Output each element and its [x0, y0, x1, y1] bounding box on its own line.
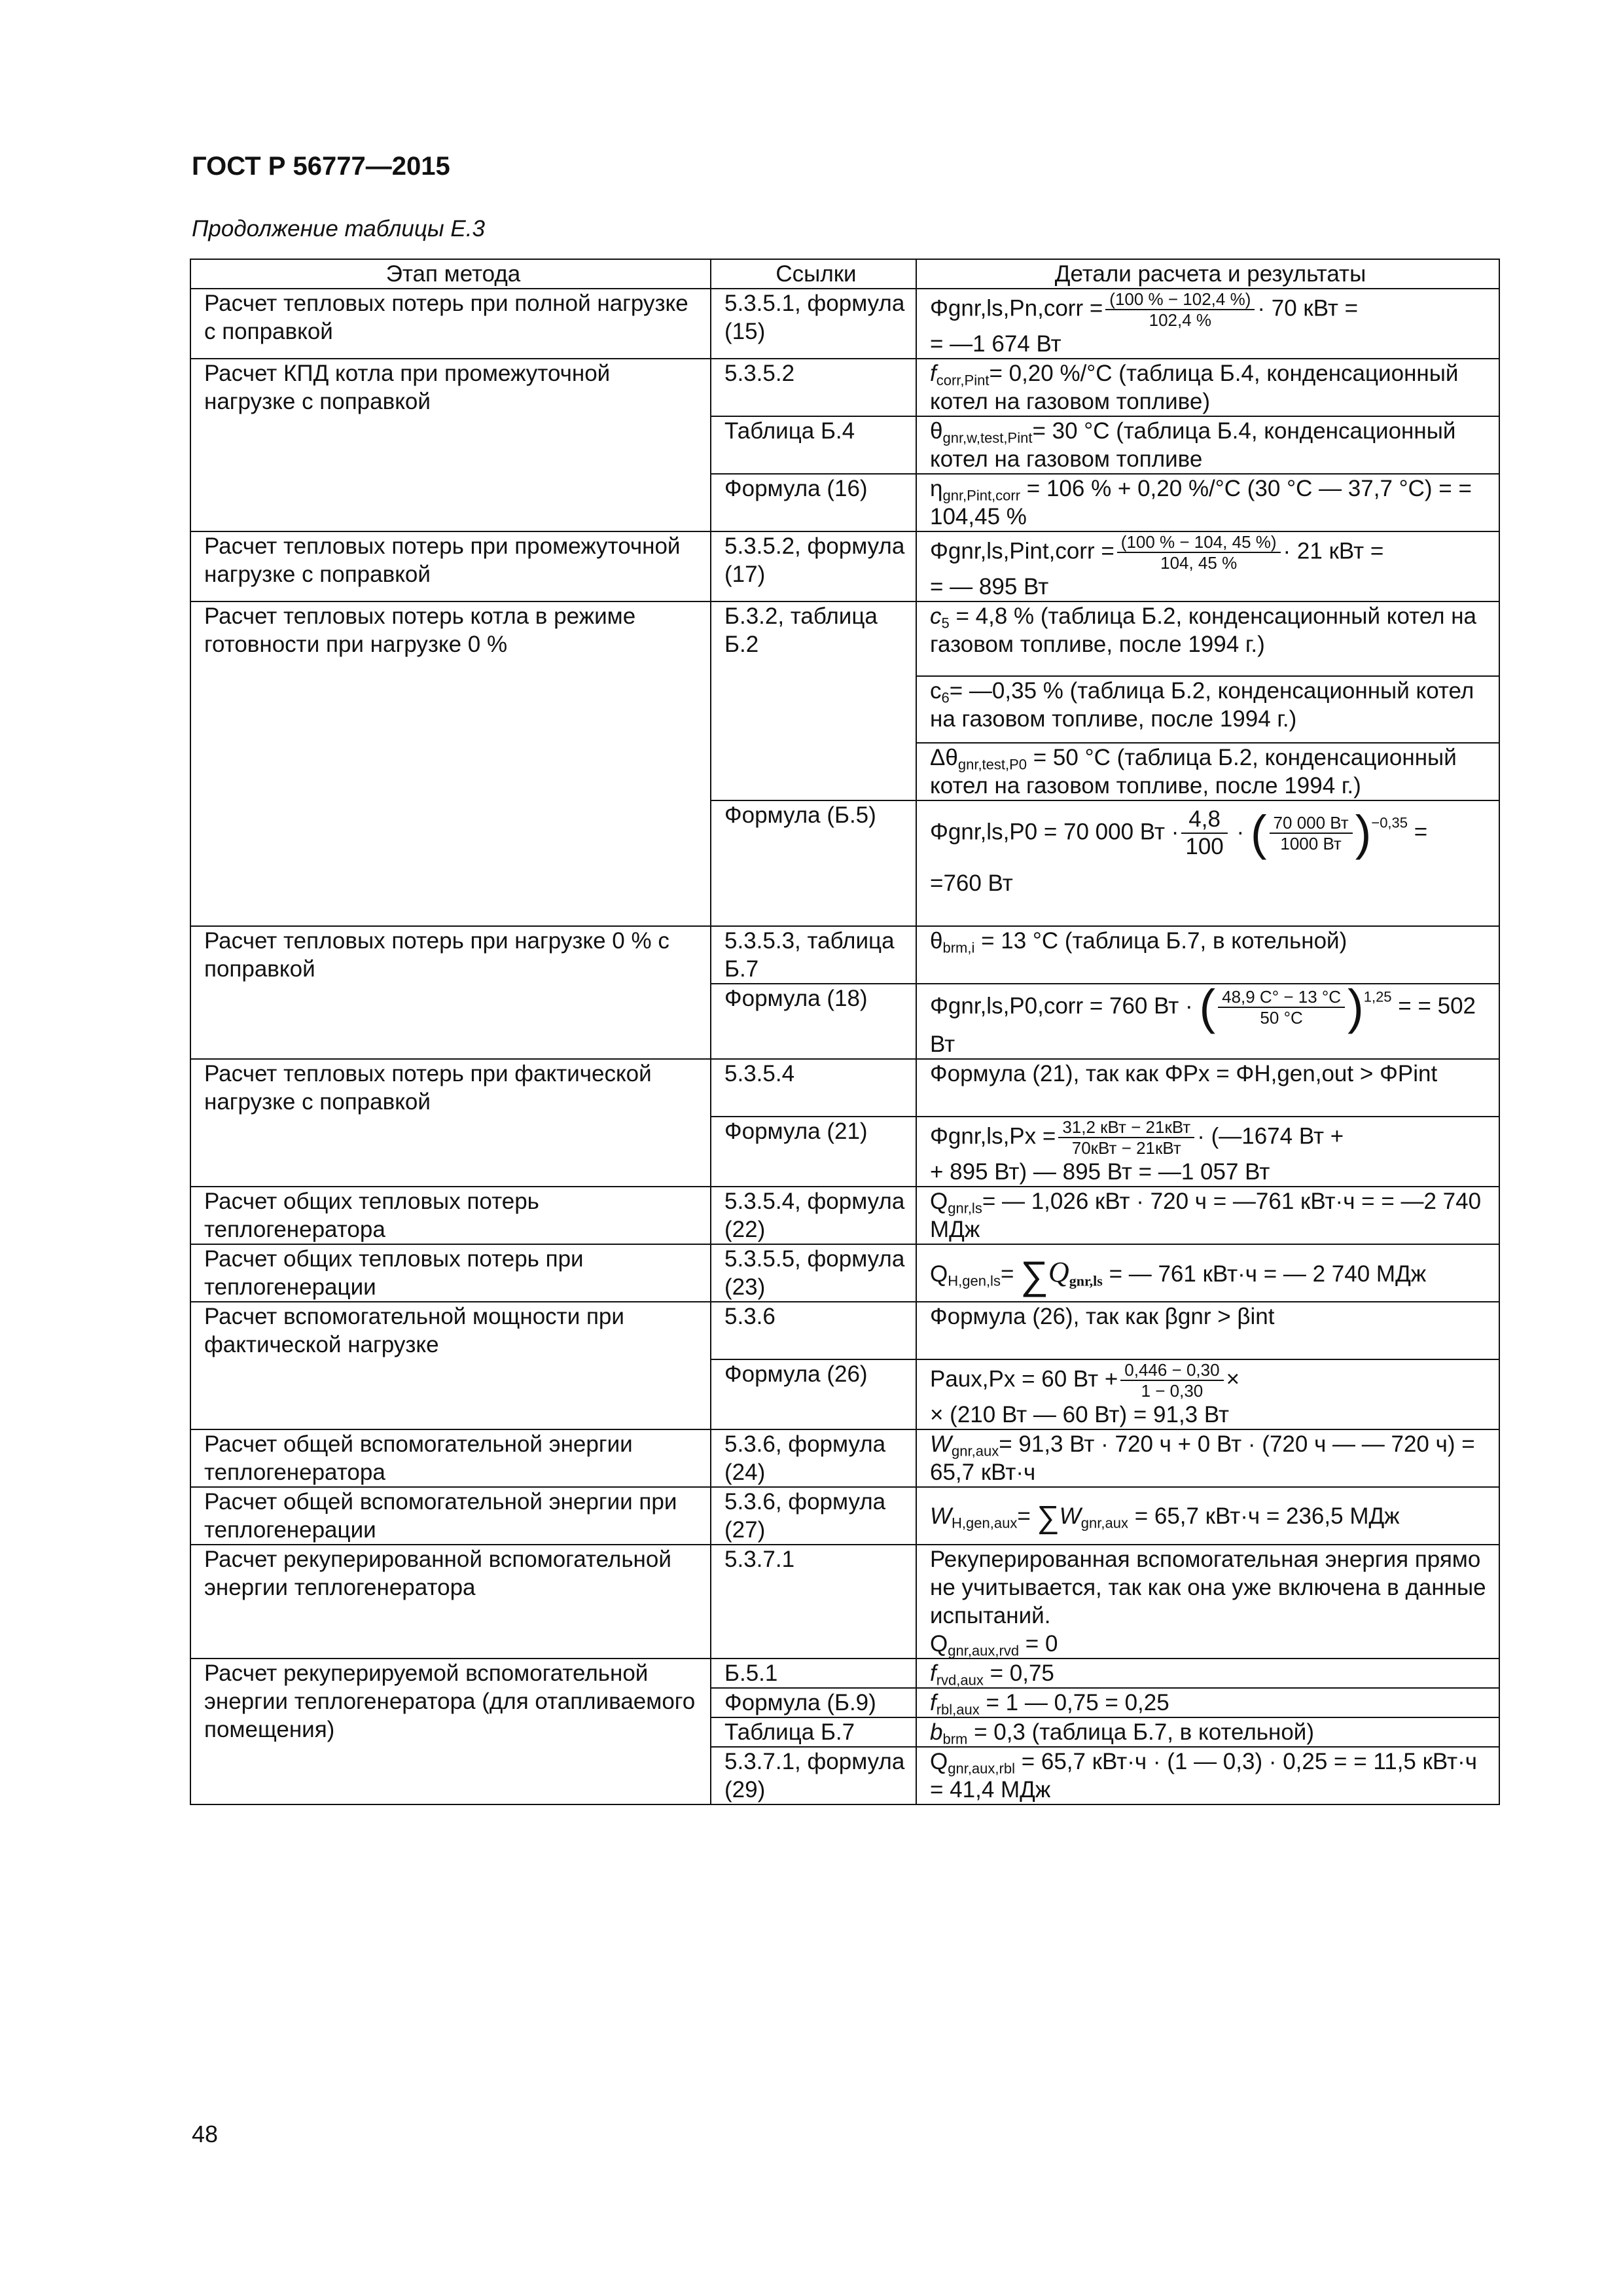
- details-text: = 91,3 Вт · 720 ч + 0 Вт · (720 ч — — 720 ч) = 65,7 кВт·ч: [930, 1431, 1475, 1485]
- reference-cell: 5.3.7.1: [711, 1545, 916, 1659]
- subscript: gnr,aux: [952, 1443, 999, 1460]
- numerator: 70 000 Вт: [1270, 813, 1353, 834]
- formula-lhs: Φgnr,ls,P0 = 70 000 Вт ·: [930, 819, 1179, 845]
- reference-cell: Формула (21): [711, 1117, 916, 1187]
- formula-rhs: = = 502 Вт: [930, 993, 1476, 1057]
- table-row: [190, 1545, 1499, 1659]
- stage-cell: Расчет тепловых потерь при промежуточной нагрузке с поправкой: [190, 531, 711, 601]
- details-cell: [916, 531, 1499, 601]
- reference-cell: Формула (26): [711, 1359, 916, 1429]
- symbol: f: [930, 361, 936, 386]
- symbol: W: [930, 1431, 952, 1457]
- fraction: [1270, 813, 1353, 853]
- subscript: brm,i: [942, 939, 975, 956]
- symbol: c: [930, 678, 942, 704]
- details-text: Рекуперированная вспомогательная энергия прямо не учитывается, так как она уже включена в данные испытаний.: [930, 1547, 1486, 1628]
- formula: [930, 1360, 1491, 1401]
- details-cell: [916, 1545, 1499, 1659]
- table-row: [190, 1487, 1499, 1545]
- page-number: 48: [192, 2121, 219, 2147]
- table-row: [190, 1244, 1499, 1302]
- details-cell: [916, 601, 1499, 676]
- reference-cell: 5.3.5.3, таблица Б.7: [711, 926, 916, 984]
- table-row: [190, 359, 1499, 416]
- subscript: rbl,aux: [936, 1701, 980, 1718]
- details-text: = 0,75: [983, 1660, 1054, 1686]
- reference-cell: 5.3.5.2, формула (17): [711, 531, 916, 601]
- formula: [930, 1117, 1491, 1158]
- details-text: = 65,7 кВт·ч · (1 — 0,3) · 0,25 = = 11,5 кВт·ч = 41,4 МДж: [930, 1749, 1478, 1803]
- table-row: [190, 1429, 1499, 1487]
- subscript: gnr,aux: [1080, 1515, 1128, 1532]
- equals-sign: =: [1000, 1261, 1014, 1287]
- details-text: = 4,8 % (таблица Б.2, конденсационный котел на газовом топливе, после 1994 г.): [930, 603, 1477, 657]
- details-text: = 30 °C (таблица Б.4, конденсационный котел на газовом топливе: [930, 418, 1456, 472]
- column-header: Ссылки: [711, 259, 916, 289]
- reference-cell: Таблица Б.4: [711, 416, 916, 474]
- subscript: 6: [941, 689, 950, 706]
- formula: [930, 289, 1491, 330]
- formula-result: = —1 674 Вт: [930, 331, 1061, 357]
- details-cell: [916, 1359, 1499, 1429]
- symbol: Q: [930, 1261, 948, 1287]
- reference-cell: Таблица Б.7: [711, 1717, 916, 1747]
- denominator: 102,4 %: [1149, 310, 1212, 330]
- formula-result: = — 895 Вт: [930, 574, 1049, 600]
- reference-cell: 5.3.5.5, формула (23): [711, 1244, 916, 1302]
- stage-cell: Расчет тепловых потерь при фактической нагрузке с поправкой: [190, 1059, 711, 1187]
- subscript: 5: [941, 615, 950, 632]
- details-text: = — 1,026 кВт · 720 ч = —761 кВт·ч = = —2 740 МДж: [930, 1189, 1482, 1242]
- summation-icon: ∑: [1020, 1253, 1048, 1297]
- right-parenthesis-icon: ): [1355, 806, 1372, 860]
- formula-lhs: Φgnr,ls,Pint,corr =: [930, 538, 1115, 564]
- details-cell: Формула (26), так как βgnr > βint: [916, 1302, 1499, 1359]
- stage-cell: Расчет общей вспомогательной энергии при теплогенерации: [190, 1487, 711, 1545]
- table-row: [190, 601, 1499, 676]
- denominator: 1000 Вт: [1280, 834, 1342, 853]
- symbol: W: [930, 1503, 952, 1529]
- details-text: = 0,20 %/°C (таблица Б.4, конденсационный котел на газовом топливе): [930, 361, 1459, 414]
- symbol: Q: [930, 1631, 948, 1657]
- formula-result: + 895 Вт) — 895 Вт = —1 057 Вт: [930, 1159, 1270, 1185]
- formula: Φgnr,ls,P0 = 70 000 Вт · $\frac{4,8}{100}$ · ( 70 000 Вт 1000 Вт )$^{-0,35}$ =: [930, 806, 1428, 860]
- formula-rhs: ×: [1226, 1366, 1240, 1392]
- denominator: 100: [1185, 834, 1224, 859]
- details-cell: [916, 359, 1499, 416]
- details-cell: [916, 1659, 1499, 1688]
- exponent: −0,35: [1371, 814, 1408, 831]
- reference-cell: Формула (Б.9): [711, 1688, 916, 1717]
- stage-cell: Расчет тепловых потерь котла в режиме готовности при нагрузке 0 %: [190, 601, 711, 926]
- details-text: = —0,35 % (таблица Б.2, конденсационный котел на газовом топливе, после 1994 г.): [930, 678, 1474, 732]
- reference-cell: Формула (18): [711, 984, 916, 1059]
- formula: [930, 980, 1491, 1058]
- reference-cell: 5.3.5.2: [711, 359, 916, 416]
- reference-cell: Формула (16): [711, 474, 916, 531]
- details-cell: [916, 676, 1499, 743]
- exponent: 1,25: [1363, 988, 1392, 1005]
- table-row: [190, 1187, 1499, 1244]
- symbol: Q: [1048, 1256, 1069, 1288]
- details-text: = — 761 кВт·ч = — 2 740 МДж: [1102, 1261, 1427, 1287]
- subscript: gnr,aux,rbl: [948, 1760, 1015, 1777]
- details-cell: [916, 289, 1499, 359]
- fraction: [1120, 1360, 1223, 1401]
- details-cell: [916, 1117, 1499, 1187]
- stage-cell: Расчет рекуперируемой вспомогательной энергии теплогенератора (для отапливаемого помещения): [190, 1659, 711, 1804]
- details-text: = 50 °C (таблица Б.2, конденсационный котел на газовом топливе, после 1994 г.): [930, 745, 1457, 798]
- reference-cell: 5.3.6, формула (24): [711, 1429, 916, 1487]
- formula-rhs: · 21 кВт =: [1283, 538, 1384, 564]
- left-parenthesis-icon: (: [1250, 806, 1267, 860]
- formula-rhs: · 70 кВт =: [1257, 295, 1359, 321]
- subscript: brm: [942, 1731, 968, 1748]
- details-cell: [916, 1187, 1499, 1244]
- formula-lhs: Φgnr,ls,Px =: [930, 1123, 1056, 1149]
- stage-cell: Расчет общей вспомогательной энергии теплогенератора: [190, 1429, 711, 1487]
- reference-cell: 5.3.6, формула (27): [711, 1487, 916, 1545]
- reference-cell: 5.3.6: [711, 1302, 916, 1359]
- symbol: Δθ: [930, 745, 958, 770]
- reference-cell: 5.3.5.4, формула (22): [711, 1187, 916, 1244]
- details-text: = 13 °C (таблица Б.7, в котельной): [974, 928, 1347, 954]
- formula-result: =760 Вт: [930, 870, 1013, 896]
- stage-cell: Расчет тепловых потерь при нагрузке 0 % с поправкой: [190, 926, 711, 1059]
- details-cell: [916, 1717, 1499, 1747]
- calculation-table: [190, 259, 1500, 1805]
- formula-rhs: · (—1674 Вт +: [1197, 1123, 1344, 1149]
- stage-cell: Расчет тепловых потерь при полной нагрузке с поправкой: [190, 289, 711, 359]
- equals-sign: =: [1017, 1503, 1031, 1529]
- subscript: corr,Pint: [936, 372, 990, 389]
- details-text: = 0: [1019, 1631, 1058, 1657]
- details-text: = 65,7 кВт·ч = 236,5 МДж: [1128, 1503, 1400, 1529]
- details-cell: [916, 474, 1499, 531]
- symbol: c: [930, 603, 942, 629]
- details-text: = 0,3 (таблица Б.7, в котельной): [967, 1719, 1314, 1745]
- details-cell: [916, 980, 1499, 1059]
- subscript: gnr,aux,rvd: [948, 1642, 1020, 1659]
- formula-result: × (210 Вт — 60 Вт) = 91,3 Вт: [930, 1402, 1230, 1427]
- details-cell: [916, 1487, 1499, 1545]
- table-row: [190, 1659, 1499, 1688]
- fraction: [1105, 289, 1255, 330]
- symbol: Q: [930, 1749, 948, 1774]
- reference-cell: 5.3.5.4: [711, 1059, 916, 1117]
- numerator: 0,446 − 0,30: [1120, 1360, 1223, 1381]
- details-cell: [916, 1429, 1499, 1487]
- details-cell: [916, 1747, 1499, 1804]
- summation-icon: ∑: [1037, 1499, 1060, 1535]
- numerator: 4,8: [1181, 806, 1227, 834]
- column-header: Этап метода: [190, 259, 711, 289]
- right-parenthesis-icon: ): [1347, 980, 1364, 1034]
- subscript: gnr,ls: [948, 1200, 982, 1217]
- table-header-row: [190, 259, 1499, 289]
- table-row: [190, 926, 1499, 984]
- details-text: [930, 1630, 1491, 1658]
- symbol: f: [930, 1660, 936, 1686]
- stage-cell: Расчет рекуперированной вспомогательной энергии теплогенератора: [190, 1545, 711, 1659]
- table-row: [190, 1302, 1499, 1359]
- denominator: 104, 45 %: [1160, 553, 1238, 573]
- numerator: 48,9 C° − 13 °C: [1218, 987, 1345, 1008]
- details-cell: [916, 1244, 1499, 1302]
- fraction: [1181, 806, 1227, 860]
- reference-cell: 5.3.7.1, формула (29): [711, 1747, 916, 1804]
- document-header: ГОСТ Р 56777—2015: [192, 152, 450, 181]
- symbol: θ: [930, 928, 943, 954]
- table-continuation-caption: Продолжение таблицы Е.3: [192, 216, 485, 242]
- table-row: [190, 531, 1499, 601]
- stage-cell: Расчет вспомогательной мощности при фактической нагрузке: [190, 1302, 711, 1429]
- subscript: H,gen,aux: [952, 1515, 1018, 1532]
- symbol: η: [930, 476, 943, 501]
- details-cell: [916, 743, 1499, 800]
- subscript: gnr,ls: [1069, 1272, 1103, 1289]
- formula-rhs: =: [1414, 819, 1428, 845]
- denominator: 1 − 0,30: [1141, 1381, 1204, 1401]
- subscript: H,gen,ls: [948, 1272, 1001, 1289]
- subscript: gnr,w,test,Pint: [942, 429, 1033, 446]
- numerator: (100 % − 102,4 %): [1105, 289, 1255, 310]
- subscript: gnr,test,P0: [957, 756, 1027, 773]
- details-cell: [916, 800, 1499, 926]
- symbol: f: [930, 1690, 936, 1715]
- stage-cell: Расчет общих тепловых потерь теплогенератора: [190, 1187, 711, 1244]
- fraction: [1117, 532, 1281, 573]
- table-row: [190, 1059, 1499, 1117]
- table-row: [190, 289, 1499, 359]
- stage-cell: Расчет КПД котла при промежуточной нагрузке с поправкой: [190, 359, 711, 531]
- reference-cell: Б.3.2, таблица Б.2: [711, 601, 916, 800]
- numerator: (100 % − 104, 45 %): [1117, 532, 1281, 553]
- details-text: = 1 — 0,75 = 0,25: [979, 1690, 1169, 1715]
- left-parenthesis-icon: (: [1199, 980, 1216, 1034]
- reference-cell: 5.3.5.1, формула (15): [711, 289, 916, 359]
- numerator: 31,2 кВт − 21кВт: [1058, 1117, 1194, 1138]
- fraction: [1218, 987, 1345, 1028]
- details-cell: [916, 1688, 1499, 1717]
- details-cell: [916, 926, 1499, 984]
- formula-lhs: Φgnr,ls,Pn,corr =: [930, 295, 1103, 321]
- denominator: 50 °C: [1260, 1008, 1303, 1028]
- symbol: Q: [930, 1189, 948, 1214]
- column-header: Детали расчета и результаты: [916, 259, 1499, 289]
- symbol: W: [1059, 1503, 1081, 1529]
- formula-lhs: Paux,Px = 60 Вт +: [930, 1366, 1118, 1392]
- reference-cell: Формула (Б.5): [711, 800, 916, 926]
- subscript: gnr,Pint,corr: [942, 487, 1021, 504]
- symbol: b: [930, 1719, 943, 1745]
- subscript: rvd,aux: [936, 1672, 984, 1689]
- formula-lhs: Φgnr,ls,P0,corr = 760 Вт ·: [930, 993, 1193, 1019]
- details-cell: Формула (21), так как ΦPx = ΦH,gen,out > ΦPint: [916, 1059, 1499, 1117]
- symbol: θ: [930, 418, 943, 444]
- formula: [930, 532, 1491, 573]
- details-cell: [916, 416, 1499, 474]
- details-text: = 106 % + 0,20 %/°C (30 °C — 37,7 °C) = = 104,45 %: [930, 476, 1472, 529]
- denominator: 70кВт − 21кВт: [1071, 1138, 1181, 1158]
- fraction: [1058, 1117, 1194, 1158]
- stage-cell: Расчет общих тепловых потерь при теплогенерации: [190, 1244, 711, 1302]
- reference-cell: Б.5.1: [711, 1659, 916, 1688]
